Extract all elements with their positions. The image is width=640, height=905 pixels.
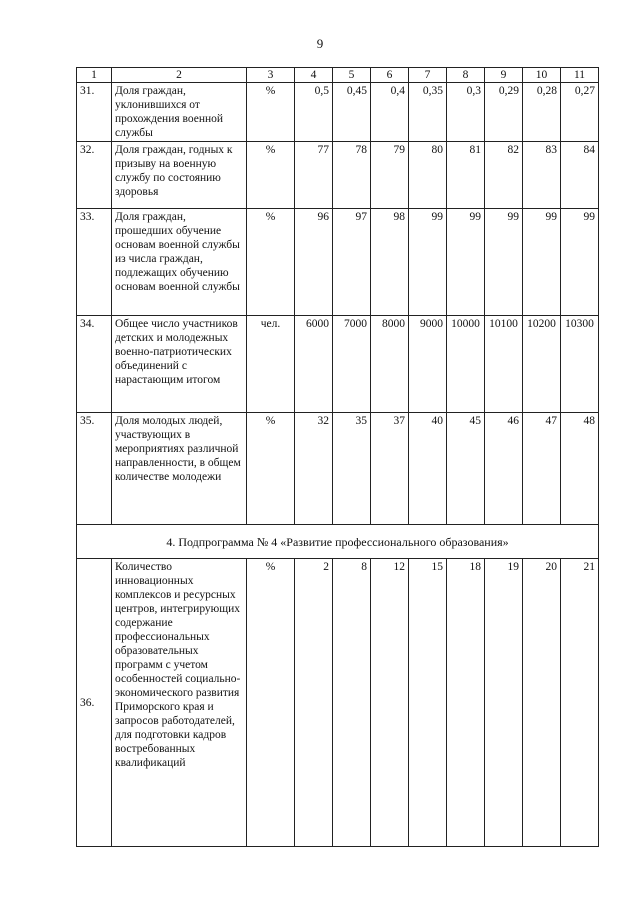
value-cell: 83 — [523, 142, 561, 209]
value-cell: 47 — [523, 413, 561, 525]
indicator-name: Количество инновационных комплексов и ресурсных центров, интегрирующих содержание профессиональных образовательных программ с учетом особенностей социально-экономического развития Приморского края и запросов работодателей, для подготовки кадров востребованных квалификаций — [112, 559, 247, 847]
value-cell: 0,29 — [485, 83, 523, 142]
value-cell: 10000 — [447, 316, 485, 413]
table-row — [77, 142, 599, 209]
page-number: 9 — [316, 36, 324, 51]
header-cell: 4 — [295, 68, 333, 83]
value-cell: 21 — [561, 559, 599, 847]
value-cell: 35 — [333, 413, 371, 525]
value-cell: 7000 — [333, 316, 371, 413]
table-row — [77, 209, 599, 316]
header-cell: 6 — [371, 68, 409, 83]
row-number: 32. — [77, 142, 112, 209]
value-cell: 79 — [371, 142, 409, 209]
value-cell: 77 — [295, 142, 333, 209]
indicator-name: Доля граждан, годных к призыву на военную службу по состоянию здоровья — [112, 142, 247, 209]
value-cell: 84 — [561, 142, 599, 209]
value-cell: 9000 — [409, 316, 447, 413]
value-cell: 0,3 — [447, 83, 485, 142]
value-cell: 0,27 — [561, 83, 599, 142]
indicator-name: Доля граждан, уклонившихся от прохождения военной службы — [112, 83, 247, 142]
section-row — [77, 525, 599, 559]
value-cell: 99 — [447, 209, 485, 316]
unit: % — [247, 559, 295, 847]
header-cell: 11 — [561, 68, 599, 83]
value-cell: 10300 — [561, 316, 599, 413]
header-cell: 8 — [447, 68, 485, 83]
section-title: 4. Подпрограмма № 4 «Развитие профессионального образования» — [77, 525, 599, 559]
header-cell: 7 — [409, 68, 447, 83]
header-row — [77, 68, 599, 83]
value-cell: 78 — [333, 142, 371, 209]
value-cell: 15 — [409, 559, 447, 847]
unit: % — [247, 209, 295, 316]
unit: чел. — [247, 316, 295, 413]
indicators-table — [76, 67, 599, 847]
unit: % — [247, 142, 295, 209]
row-number: 34. — [77, 316, 112, 413]
value-cell: 96 — [295, 209, 333, 316]
value-cell: 0,5 — [295, 83, 333, 142]
value-cell: 12 — [371, 559, 409, 847]
table-row — [77, 413, 599, 525]
table-row — [77, 83, 599, 142]
value-cell: 99 — [523, 209, 561, 316]
header-cell: 9 — [485, 68, 523, 83]
value-cell: 10100 — [485, 316, 523, 413]
value-cell: 20 — [523, 559, 561, 847]
header-cell: 10 — [523, 68, 561, 83]
value-cell: 81 — [447, 142, 485, 209]
row-number: 33. — [77, 209, 112, 316]
indicator-name: Общее число участников детских и молодежных военно-патриотических объединений с нарастающим итогом — [112, 316, 247, 413]
value-cell: 99 — [485, 209, 523, 316]
value-cell: 97 — [333, 209, 371, 316]
header-cell: 1 — [77, 68, 112, 83]
header-cell: 5 — [333, 68, 371, 83]
value-cell: 0,28 — [523, 83, 561, 142]
table-row — [77, 559, 599, 847]
value-cell: 19 — [485, 559, 523, 847]
value-cell: 99 — [561, 209, 599, 316]
table-row — [77, 316, 599, 413]
value-cell: 99 — [409, 209, 447, 316]
row-number: 36. — [77, 559, 112, 847]
row-number: 35. — [77, 413, 112, 525]
unit: % — [247, 413, 295, 525]
row-number: 31. — [77, 83, 112, 142]
value-cell: 2 — [295, 559, 333, 847]
value-cell: 46 — [485, 413, 523, 525]
value-cell: 82 — [485, 142, 523, 209]
value-cell: 40 — [409, 413, 447, 525]
value-cell: 0,35 — [409, 83, 447, 142]
value-cell: 48 — [561, 413, 599, 525]
indicator-name: Доля граждан, прошедших обучение основам военной службы из числа граждан, подлежащих обучению основам военной службы — [112, 209, 247, 316]
indicator-name: Доля молодых людей, участвующих в мероприятиях различной направленности, в общем количестве молодежи — [112, 413, 247, 525]
unit: % — [247, 83, 295, 142]
value-cell: 0,45 — [333, 83, 371, 142]
header-cell: 2 — [112, 68, 247, 83]
value-cell: 18 — [447, 559, 485, 847]
value-cell: 0,4 — [371, 83, 409, 142]
value-cell: 80 — [409, 142, 447, 209]
value-cell: 45 — [447, 413, 485, 525]
value-cell: 8 — [333, 559, 371, 847]
value-cell: 10200 — [523, 316, 561, 413]
value-cell: 32 — [295, 413, 333, 525]
header-cell: 3 — [247, 68, 295, 83]
value-cell: 8000 — [371, 316, 409, 413]
value-cell: 37 — [371, 413, 409, 525]
value-cell: 6000 — [295, 316, 333, 413]
value-cell: 98 — [371, 209, 409, 316]
